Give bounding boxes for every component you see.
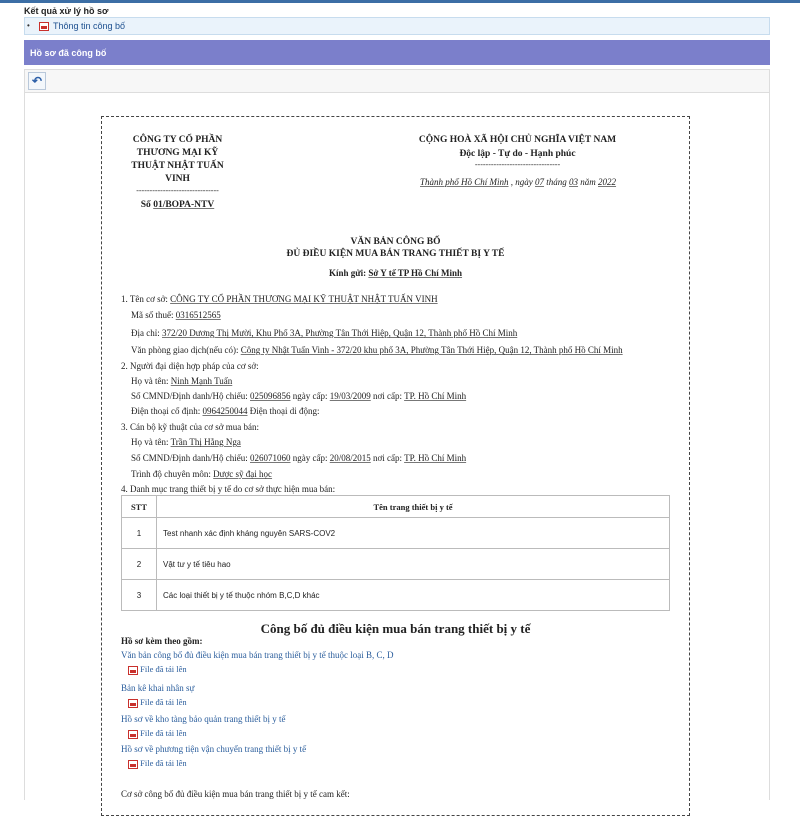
pdf-icon: [39, 22, 49, 31]
recipient-line: [101, 268, 690, 278]
tech-issue-date: 20/08/2015: [329, 453, 371, 463]
year: 2022: [598, 177, 617, 187]
info-tab[interactable]: [24, 17, 770, 35]
tech-qual-line: [131, 469, 272, 479]
tax-label: Mã số thuế:: [131, 310, 174, 320]
table-cell-stt: 2: [122, 549, 157, 580]
tech-id-label: Số CMND/Định danh/Hộ chiếu:: [131, 453, 248, 463]
rep-id: 025096856: [250, 391, 291, 401]
mobile-label: Điện thoại di động:: [249, 406, 320, 416]
table-cell-stt: 3: [122, 580, 157, 611]
place: Thành phố Hồ Chí Minh: [420, 177, 509, 187]
table-cell-name: Vật tư y tế tiêu hao: [157, 549, 670, 580]
section-1-line: [121, 294, 438, 304]
rep-name-label: Họ và tên:: [131, 376, 169, 386]
company-header-line-3: THUẬT NHẬT TUẤN: [131, 161, 224, 171]
table-header-stt: STT: [122, 496, 157, 518]
section-1-label: 1. Tên cơ sở:: [121, 294, 168, 304]
published-header: [24, 40, 770, 65]
equipment-table: [121, 495, 670, 611]
tech-id-line: [131, 453, 466, 463]
rep-issue-place: TP. Hồ Chí Minh: [404, 391, 467, 401]
file-link[interactable]: File đã tải lên: [140, 697, 187, 707]
published-header-label: Hồ sơ đã công bố: [30, 48, 107, 58]
tech-id: 026071060: [250, 453, 291, 463]
back-arrow-icon[interactable]: ↶: [28, 72, 46, 90]
recipient-label: Kính gửi:: [328, 268, 367, 278]
file-link[interactable]: File đã tải lên: [140, 728, 187, 738]
file-link[interactable]: File đã tải lên: [140, 758, 187, 768]
rep-phone-line: [131, 406, 320, 416]
attachment-title[interactable]: Hồ sơ về kho tàng bảo quản trang thiết bị y tế: [121, 714, 286, 724]
attachments-label: Hồ sơ kèm theo gồm:: [121, 636, 203, 646]
attachment-file[interactable]: [128, 697, 187, 708]
attachment-file[interactable]: [128, 728, 187, 739]
pdf-icon: [128, 666, 138, 675]
year-label: năm: [580, 177, 596, 187]
address: 372/20 Dương Thị Mười, Khu Phố 3A, Phường Tân Thới Hiệp, Quận 12, Thành phố Hồ Chí Minh: [162, 328, 518, 338]
tech-issue-date-label: ngày cấp:: [292, 453, 328, 463]
table-cell-name: Các loại thiết bị y tế thuộc nhóm B,C,D khác: [157, 580, 670, 611]
attachment-title[interactable]: Hồ sơ về phương tiện vận chuyển trang thiết bị y tế: [121, 744, 307, 754]
qual-label: Trình độ chuyên môn:: [131, 469, 211, 479]
tech-issue-place: TP. Hồ Chí Minh: [404, 453, 467, 463]
tax-line: [131, 310, 221, 320]
section-2-label: 2. Người đại diện hợp pháp của cơ sở:: [121, 361, 259, 371]
tech-name: Trần Thị Hằng Nga: [170, 437, 241, 447]
attachment-file[interactable]: [128, 664, 187, 675]
announce-title: Công bố đủ điều kiện mua bán trang thiết bị y tế: [260, 621, 531, 636]
bullet-icon: •: [27, 21, 30, 30]
place-date: [420, 177, 616, 187]
company-header-line-4: VINH: [165, 174, 190, 184]
table-header-row: [122, 496, 670, 518]
doc-number-label: Số: [140, 200, 151, 210]
phone-label: Điện thoại cố định:: [131, 406, 201, 416]
recipient: Sở Y tế TP Hồ Chí Minh: [368, 268, 463, 278]
pdf-icon: [128, 760, 138, 769]
file-link[interactable]: File đã tải lên: [140, 664, 187, 674]
rep-name-line: [131, 376, 232, 386]
company-header-line-1: CÔNG TY CỔ PHẦN: [132, 135, 223, 145]
office-label: Văn phòng giao dịch(nếu có):: [131, 345, 239, 355]
toolbar: [24, 69, 770, 93]
address-line: [131, 328, 517, 338]
tech-qual: Dược sỹ đại học: [213, 469, 273, 479]
info-tab-label[interactable]: Thông tin công bố: [53, 21, 126, 31]
tax-code: 0316512565: [175, 310, 221, 320]
attachment-title[interactable]: Văn bản công bố đủ điều kiện mua bán trang thiết bị y tế thuộc loại B, C, D: [121, 650, 394, 660]
pdf-icon: [128, 699, 138, 708]
month: 03: [569, 177, 579, 187]
republic-header: CỘNG HOÀ XÃ HỘI CHỦ NGHĨA VIỆT NAM: [418, 135, 617, 145]
rep-issue-date: 19/03/2009: [329, 391, 371, 401]
attachment-title[interactable]: Bản kê khai nhân sự: [121, 683, 195, 693]
table-cell-name: Test nhanh xác định kháng nguyên SARS-COV2: [157, 518, 670, 549]
date-prefix: , ngày: [510, 177, 533, 187]
section-title: Kết quả xử lý hồ sơ: [24, 6, 109, 16]
rep-phone: 0964250044: [202, 406, 248, 416]
doc-number-value: 01/BOPA-NTV: [153, 200, 215, 210]
office: Công ty Nhật Tuấn Vinh - 372/20 khu phố 3A, Phường Tân Thới Hiệp, Quận 12, Thành phố Hồ Chí Minh: [240, 345, 623, 355]
company-name: CÔNG TY CỔ PHẦN THƯƠNG MẠI KỸ THUẬT NHẬT TUẤN VINH: [170, 294, 438, 304]
tech-issue-place-label: nơi cấp:: [373, 453, 402, 463]
document-border: [101, 116, 690, 816]
office-line: [131, 345, 623, 355]
table-row: [122, 549, 670, 580]
header-divider-right: --------------------------------: [474, 160, 561, 169]
table-row: [122, 518, 670, 549]
rep-id-line: [131, 391, 466, 401]
top-accent-bar: [0, 0, 800, 3]
address-label: Địa chỉ:: [131, 328, 160, 338]
section-3-label: 3. Cán bộ kỹ thuật của cơ sở mua bán:: [121, 422, 259, 432]
rep-issue-place-label: nơi cấp:: [373, 391, 402, 401]
table-cell-stt: 1: [122, 518, 157, 549]
section-4-label: 4. Danh mục trang thiết bị y tế do cơ sở thực hiện mua bán:: [121, 484, 336, 494]
attachment-file[interactable]: [128, 758, 187, 769]
commitment-line: Cơ sở công bố đủ điều kiện mua bán trang thiết bị y tế cam kết:: [121, 789, 350, 799]
tech-name-label: Họ và tên:: [131, 437, 169, 447]
table-header-name: Tên trang thiết bị y tế: [157, 496, 670, 518]
doc-title-2: ĐỦ ĐIỀU KIỆN MUA BÁN TRANG THIẾT BỊ Y TẾ: [286, 249, 505, 259]
rep-issue-date-label: ngày cấp:: [292, 391, 328, 401]
company-header-line-2: THƯƠNG MẠI KỸ: [136, 148, 219, 158]
day: 07: [535, 177, 545, 187]
pdf-icon: [128, 730, 138, 739]
doc-title-1: VĂN BẢN CÔNG BỐ: [350, 237, 441, 247]
rep-name: Ninh Mạnh Tuấn: [170, 376, 233, 386]
doc-number: [105, 200, 250, 210]
rep-id-label: Số CMND/Định danh/Hộ chiếu:: [131, 391, 248, 401]
header-divider-left: -------------------------------: [136, 186, 219, 195]
motto: Độc lập - Tự do - Hạnh phúc: [459, 149, 576, 159]
month-label: tháng: [546, 177, 567, 187]
table-row: [122, 580, 670, 611]
tech-name-line: [131, 437, 241, 447]
